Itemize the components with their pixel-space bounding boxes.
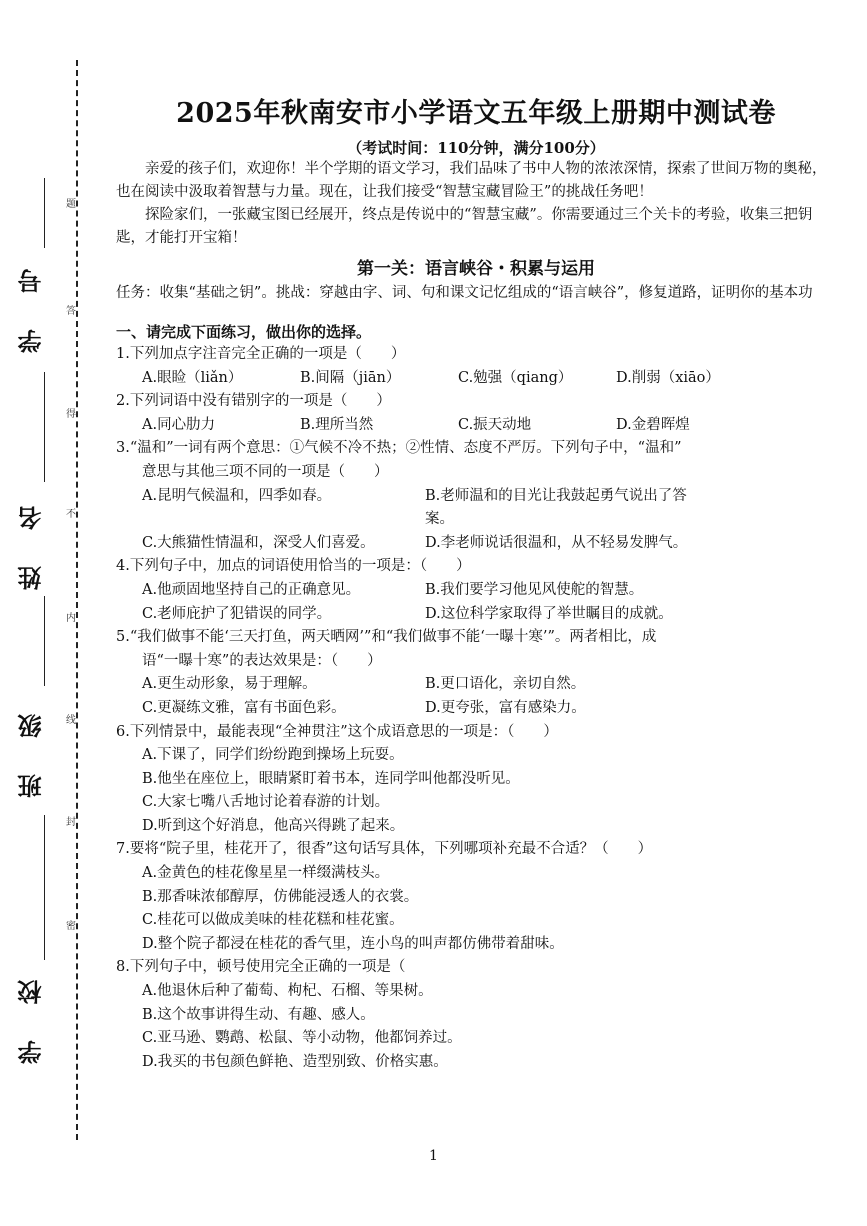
option-c: C.勉强（qiang） <box>458 369 573 386</box>
option-c: C.老师庇护了犯错误的同学。 <box>142 605 332 622</box>
option-d: D.听到这个好消息，他高兴得跳了起来。 <box>142 817 405 834</box>
option-d: D.削弱（xiāo） <box>616 369 720 386</box>
section-title: 第一关：语言峡谷・积累与运用 <box>357 259 595 279</box>
seal-char: 封 <box>66 817 76 828</box>
option-c: C.大家七嘴八舌地讨论着春游的计划。 <box>142 794 390 811</box>
option-a: A.他退休后种了葡萄、枸杞、石榴、等果树。 <box>142 983 433 1000</box>
option-c: C.桂花可以做成美味的桂花糕和桂花蜜。 <box>142 912 404 929</box>
exam-subtitle: （考试时间：110分钟，满分100分） <box>347 139 605 157</box>
binding-margin <box>0 0 110 1226</box>
school-label: 学 校 <box>17 966 46 1065</box>
name-blank <box>44 372 45 482</box>
question-stem: 2.下列词语中没有错别字的一项是（ ） <box>116 393 391 410</box>
question-options <box>116 673 836 697</box>
question-options <box>116 414 836 438</box>
option-a: A.下课了，同学们纷纷跑到操场上玩耍。 <box>142 747 404 764</box>
question-stem-continued: 意思与其他三项不同的一项是（ ） <box>142 463 389 480</box>
option-a: A.眼睑（liǎn） <box>142 369 243 386</box>
option-b: B.那香味浓郁醇厚，仿佛能浸透人的衣裳。 <box>142 888 419 905</box>
question-options <box>116 579 836 603</box>
option-d: D.金碧晖煌 <box>616 416 690 433</box>
school-blank <box>44 815 45 960</box>
option-c: C.大熊猫性情温和，深受人们喜爱。 <box>142 534 375 551</box>
question-stem: 7.要将“院子里，桂花开了，很香”这句话写具体，下列哪项补充最不合适？（ ） <box>116 841 653 858</box>
question-stem: 6.下列情景中，最能表现“全神贯注”这个成语意思的一项是：（ ） <box>116 723 558 740</box>
exam-title: 2025年秋南安市小学语文五年级上册期中测试卷 <box>176 98 776 129</box>
option-d: D.李老师说话很温和，从不轻易发脾气。 <box>425 534 688 551</box>
class-blank <box>44 596 45 686</box>
question-options <box>116 603 836 627</box>
seal-char: 密 <box>66 921 76 932</box>
option-c: C.振天动地 <box>458 416 532 433</box>
seal-char: 线 <box>66 715 76 726</box>
option-b: B.他坐在座位上，眼睛紧盯着书本，连同学叫他都没听见。 <box>142 770 520 787</box>
seal-char: 不 <box>66 509 76 520</box>
seal-char: 得 <box>66 409 76 420</box>
option-b: B.理所当然 <box>300 416 374 433</box>
question-options <box>116 367 836 391</box>
seal-char: 内 <box>66 613 76 624</box>
question-stem: 3.“温和”一词有两个意思：①气候不冷不热；②性情、态度不严厉。下列句子中，“温和” <box>116 440 682 457</box>
intro-paragraph: 探险家们，一张藏宝图已经展开，终点是传说中的“智慧宝藏”。你需要通过三个关卡的考验，收集三把钥匙，才能打开宝箱！ <box>116 207 813 246</box>
option-c: C.亚马逊、鹦鹉、松鼠、等小动物，他都饲养过。 <box>142 1030 462 1047</box>
name-label: 姓 名 <box>17 492 46 591</box>
class-label: 班 级 <box>17 700 46 799</box>
option-c: C.更凝练文雅，富有书面色彩。 <box>142 699 346 716</box>
intro-paragraph: 亲爱的孩子们，欢迎你！半个学期的语文学习，我们品味了书中人物的浓浓深情，探索了世间万物的奥秘，也在阅读中汲取着智慧与力量。现在，让我们接受“智慧宝藏冒险王”的挑战任务吧！ <box>116 161 827 200</box>
option-d: D.整个院子都浸在桂花的香气里，连小鸟的叫声都仿佛带着甜味。 <box>142 935 564 952</box>
option-a: A.同心肋力 <box>142 416 216 433</box>
student-id-blank <box>44 178 45 248</box>
option-d: D.更夸张，富有感染力。 <box>425 699 586 716</box>
option-a: A.更生动形象，易于理解。 <box>142 676 317 693</box>
question-stem: 4.下列句子中，加点的词语使用恰当的一项是：（ ） <box>116 558 471 575</box>
question-options <box>116 532 836 556</box>
seal-dashed-line <box>76 60 78 1140</box>
part-heading: 一、请完成下面练习，做出你的选择。 <box>116 323 372 341</box>
page-number: 1 <box>429 1148 438 1164</box>
option-d: D.我买的书包颜色鲜艳、造型别致、价格实惠。 <box>142 1053 448 1070</box>
option-a: A.他顽固地坚持自己的正确意见。 <box>142 581 361 598</box>
section-task: 任务：收集“基础之钥”。挑战：穿越由字、词、句和课文记忆组成的“语言峡谷”，修复道路，证明你的基本功 <box>116 285 813 301</box>
question-options <box>116 697 836 721</box>
option-b: B.我们要学习他见风使舵的智慧。 <box>425 581 644 598</box>
option-b: B.老师温和的目光让我鼓起勇气说出了答案。 <box>425 487 687 528</box>
question-stem: 8.下列句子中，顿号使用完全正确的一项是（ <box>116 959 406 976</box>
option-b: B.间隔（jiān） <box>300 369 401 386</box>
option-a: A.昆明气候温和，四季如春。 <box>142 487 332 504</box>
option-b: B.更口语化，亲切自然。 <box>425 676 586 693</box>
option-b: B.这个故事讲得生动、有趣、感人。 <box>142 1006 375 1023</box>
exam-content <box>116 96 836 1074</box>
question-stem-continued: 语“一曝十寒”的表达效果是：（ ） <box>142 652 382 669</box>
option-a: A.金黄色的桂花像星星一样缀满枝头。 <box>142 865 390 882</box>
seal-char: 题 <box>66 199 76 210</box>
student-id-label: 学 号 <box>17 255 46 354</box>
question-stem: 5.“我们做事不能‘三天打鱼，两天晒网’”和“我们做事不能‘一曝十寒’”。两者相比，成 <box>116 629 657 646</box>
question-stem: 1.下列加点字注音完全正确的一项是（ ） <box>116 346 406 362</box>
question-options <box>116 485 836 532</box>
option-d: D.这位科学家取得了举世瞩目的成就。 <box>425 605 673 622</box>
seal-char: 答 <box>66 306 76 317</box>
